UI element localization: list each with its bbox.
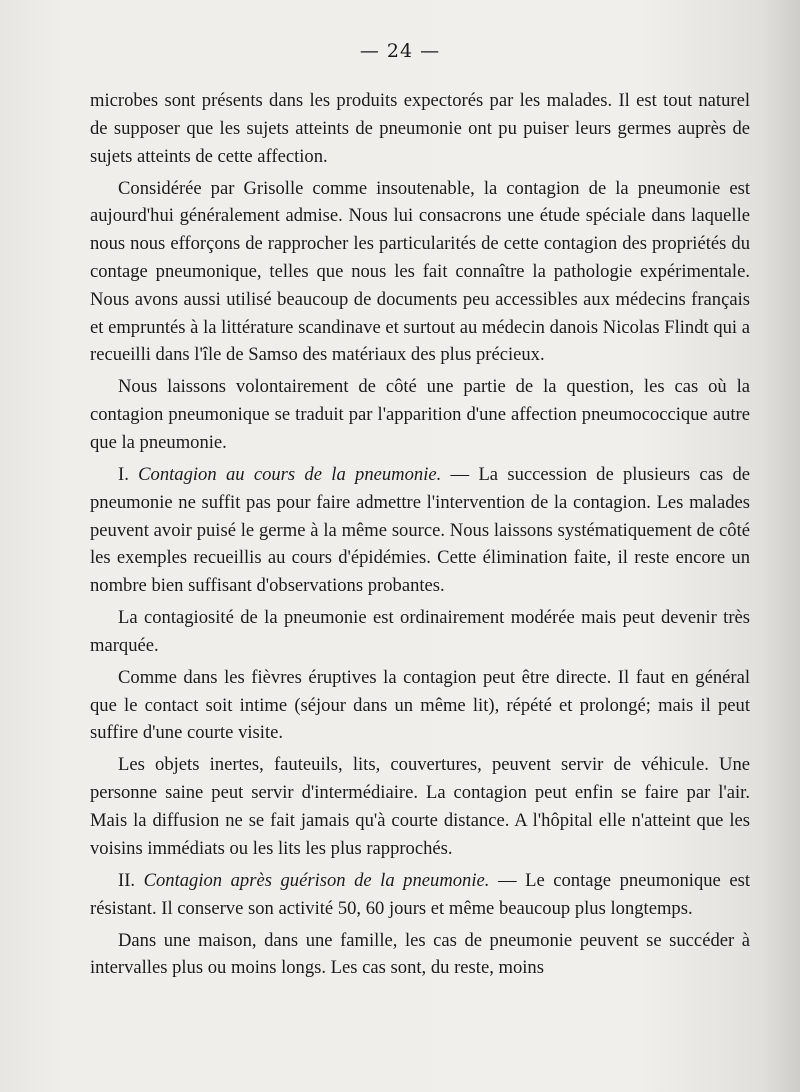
section-number: I.: [118, 463, 139, 485]
section-number: II.: [118, 869, 144, 891]
section-paragraph: [90, 867, 750, 923]
paragraph: Comme dans les fièvres éruptives la contagion peut être directe. Il faut en général que le contact soit intime (séjour dans un même lit), répété et prolongé; mais il peut suffire d'une courte visite.: [90, 666, 750, 744]
body-text: [90, 87, 750, 986]
paragraph: Considérée par Grisolle comme insoutenable, la contagion de la pneumonie est aujourd'hui généralement admise. Nous lui consacrons une étude spéciale dans laquelle nous nous efforçons de rapprocher les particularités de cette contagion des propriétés du contage pneumonique, telles que nous les fait connaître la pathologie expérimentale. Nous avons aussi utilisé beaucoup de documents peu accessibles aux médecins français et empruntés à la littérature scandinave et surtout au médecin danois Nicolas Flindt qui a recueilli dans l'île de Samso des matériaux des plus précieux.: [90, 177, 750, 366]
section-text: — Le contage pneumonique est résistant. Il conserve son activité 50, 60 jours et même beaucoup plus longtemps.: [90, 869, 750, 919]
paragraph: Dans une maison, dans une famille, les cas de pneumonie peuvent se succéder à intervalles plus ou moins longs. Les cas sont, du reste, moins: [90, 929, 750, 979]
section-paragraph: [90, 461, 750, 600]
page-number: — 24 —: [359, 40, 441, 62]
paragraph: microbes sont présents dans les produits expectorés par les malades. Il est tout naturel de supposer que les sujets atteints de pneumonie ont pu puiser leurs germes auprès de sujets atteints de cette affection.: [90, 90, 750, 167]
section-heading: Contagion au cours de la pneumonie.: [138, 463, 442, 485]
section-heading: Contagion après guérison de la pneumonie.: [143, 869, 490, 891]
paragraph: Les objets inertes, fauteuils, lits, couvertures, peuvent servir de véhicule. Une personne saine peut servir d'intermédiaire. La contagion peut enfin se faire par l'air. Mais la diffusion ne se fait jamais qu'à courte distance. A l'hôpital elle n'atteint que les voisins immédiats ou les lits les plus rapprochés.: [90, 754, 750, 859]
section-text: — La succession de plusieurs cas de pneumonie ne suffit pas pour faire admettre l'intervention de la contagion. Les malades peuvent avoir puisé le germe à la même source. Nous laissons systématiquement de côté les exemples recueillis au cours d'épidémies. Cette élimination faite, il reste encore un nombre bien suffisant d'observations probantes.: [90, 463, 750, 597]
paragraph: Nous laissons volontairement de côté une partie de la question, les cas où la contagion pneumonique se traduit par l'apparition d'une affection pneumococcique autre que la pneumonie.: [90, 376, 750, 453]
paragraph: La contagiosité de la pneumonie est ordinairement modérée mais peut devenir très marquée.: [90, 607, 750, 656]
